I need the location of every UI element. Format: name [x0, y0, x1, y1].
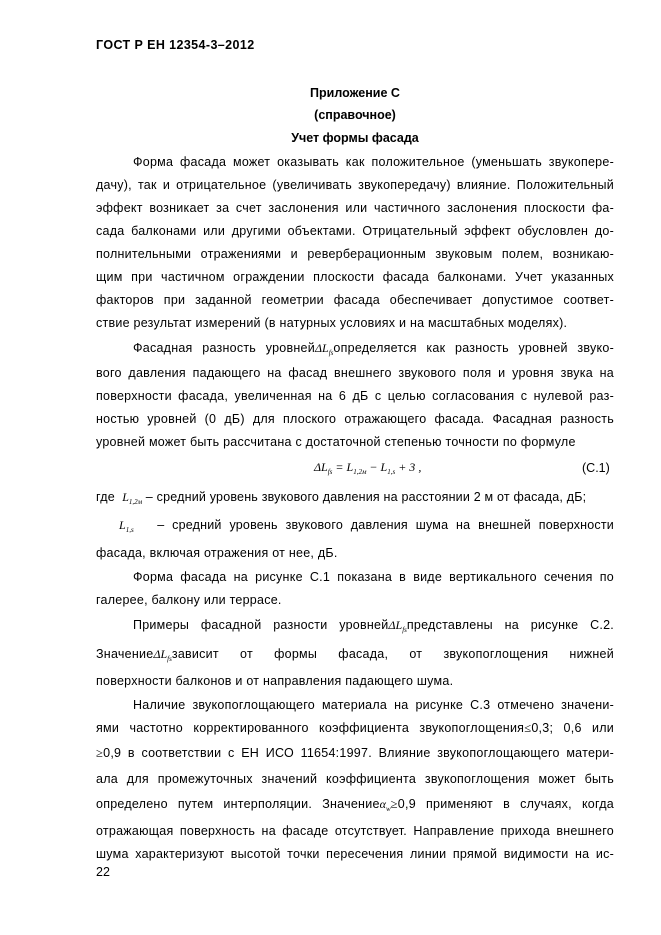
para2-line: ностью уровней (0 дБ) для плоского отражающего фасада. Фасадная разность	[96, 412, 614, 426]
document-code: ГОСТ Р ЕН 12354-3–2012	[96, 38, 255, 52]
para4-line2: ЗначениеΔL$_{fs}$зависит от формы фасада, от звукопоглощения нижней	[96, 647, 614, 663]
para4-line3: поверхности балконов и от направления падающего шума.	[96, 674, 454, 688]
para1-line: полнительными отражениями и реверберационным звуковым полем, возникаю-	[96, 247, 614, 261]
para2-first-line: Фасадная разность уровнейΔL$_{fs}$определяется как разность уровней звуко-	[133, 341, 614, 357]
para1-line: дачу), так и отрицательное (увеличивать звукопередачу) влияние. Положительный	[96, 178, 614, 192]
para4-line1: Примеры фасадной разности уровнейΔL$_{fs}$представлены на рисунке С.2.	[133, 618, 614, 634]
para5-line: шума характеризуют высотой точки пересечения линии прямой видимости на ис-	[96, 847, 614, 861]
para1-line: Форма фасада может оказывать как положительное (уменьшать звукопере-	[133, 155, 614, 169]
para2-line: поверхности фасада, увеличенная на 6 дБ с целью согласования с нулевой раз-	[96, 389, 614, 403]
where-def1: где $L_{1,2м}$ – средний уровень звукового давления на расстоянии 2 м от фасада, дБ;	[96, 490, 587, 506]
para1-line: сада балконами или другими объектами. Отрицательный эффект обусловлен до-	[96, 224, 614, 238]
page-number: 22	[96, 865, 110, 879]
formula-number: (C.1)	[582, 461, 610, 475]
appendix-title: Приложение С	[310, 86, 400, 100]
where-def2-cont: фасада, включая отражения от нее, дБ.	[96, 546, 338, 560]
where-def2: $L_{1,s}$ – средний уровень звукового давления шума на внешней поверхности	[119, 518, 614, 534]
para5-line: ями частотно корректированного коэффициента звукопоглощения≤0,3; 0,6 или	[96, 721, 615, 735]
formula-c1: $\Delta L_{fs} = L_{1,2м} - L_{1,s} + 3$ ,	[314, 460, 422, 476]
para5-line: ала для промежуточных значений коэффициента звукопоглощения может быть	[96, 772, 614, 786]
para5-line: Наличие звукопоглощающего материала на рисунке С.3 отмечено значени-	[133, 698, 614, 712]
para1-line: факторов при заданной геометрии фасада обеспечивает допустимое соответ-	[96, 293, 614, 307]
para2-line: уровней может быть рассчитана с достаточной степенью точности по формуле	[96, 435, 576, 449]
para5-line: определено путем интерполяции. Значениеα$_w$≥0,9 применяют в случаях, когда	[96, 797, 614, 813]
appendix-kind: (справочное)	[314, 108, 396, 122]
para1-line: щим при частичном ограждении плоскости фасада балконами. Учет указанных	[96, 270, 614, 284]
appendix-subject: Учет формы фасада	[291, 131, 419, 145]
para5-line: отражающая поверхность на фасаде отсутствует. Направление прихода внешнего	[96, 824, 614, 838]
para3-line: Форма фасада на рисунке С.1 показана в виде вертикального сечения по	[133, 570, 614, 584]
para2-line: вого давления падающего на фасад внешнего звукового поля и уровня звука на	[96, 366, 614, 380]
delta-lfs-symbol: $\Delta L_{fs}$	[314, 341, 334, 357]
para1-line: ствие результат измерений (в натурных условиях и на масштабных моделях).	[96, 316, 568, 330]
para5-line: ≥0,9 в соответствии с ЕН ИСО 11654:1997. Влияние звукопоглощающего матери-	[96, 746, 614, 760]
para1-line: эффект возникает за счет заслонения или частичного заслонения плоскости фа-	[96, 201, 614, 215]
para3-line: галерее, балкону или террасе.	[96, 593, 282, 607]
